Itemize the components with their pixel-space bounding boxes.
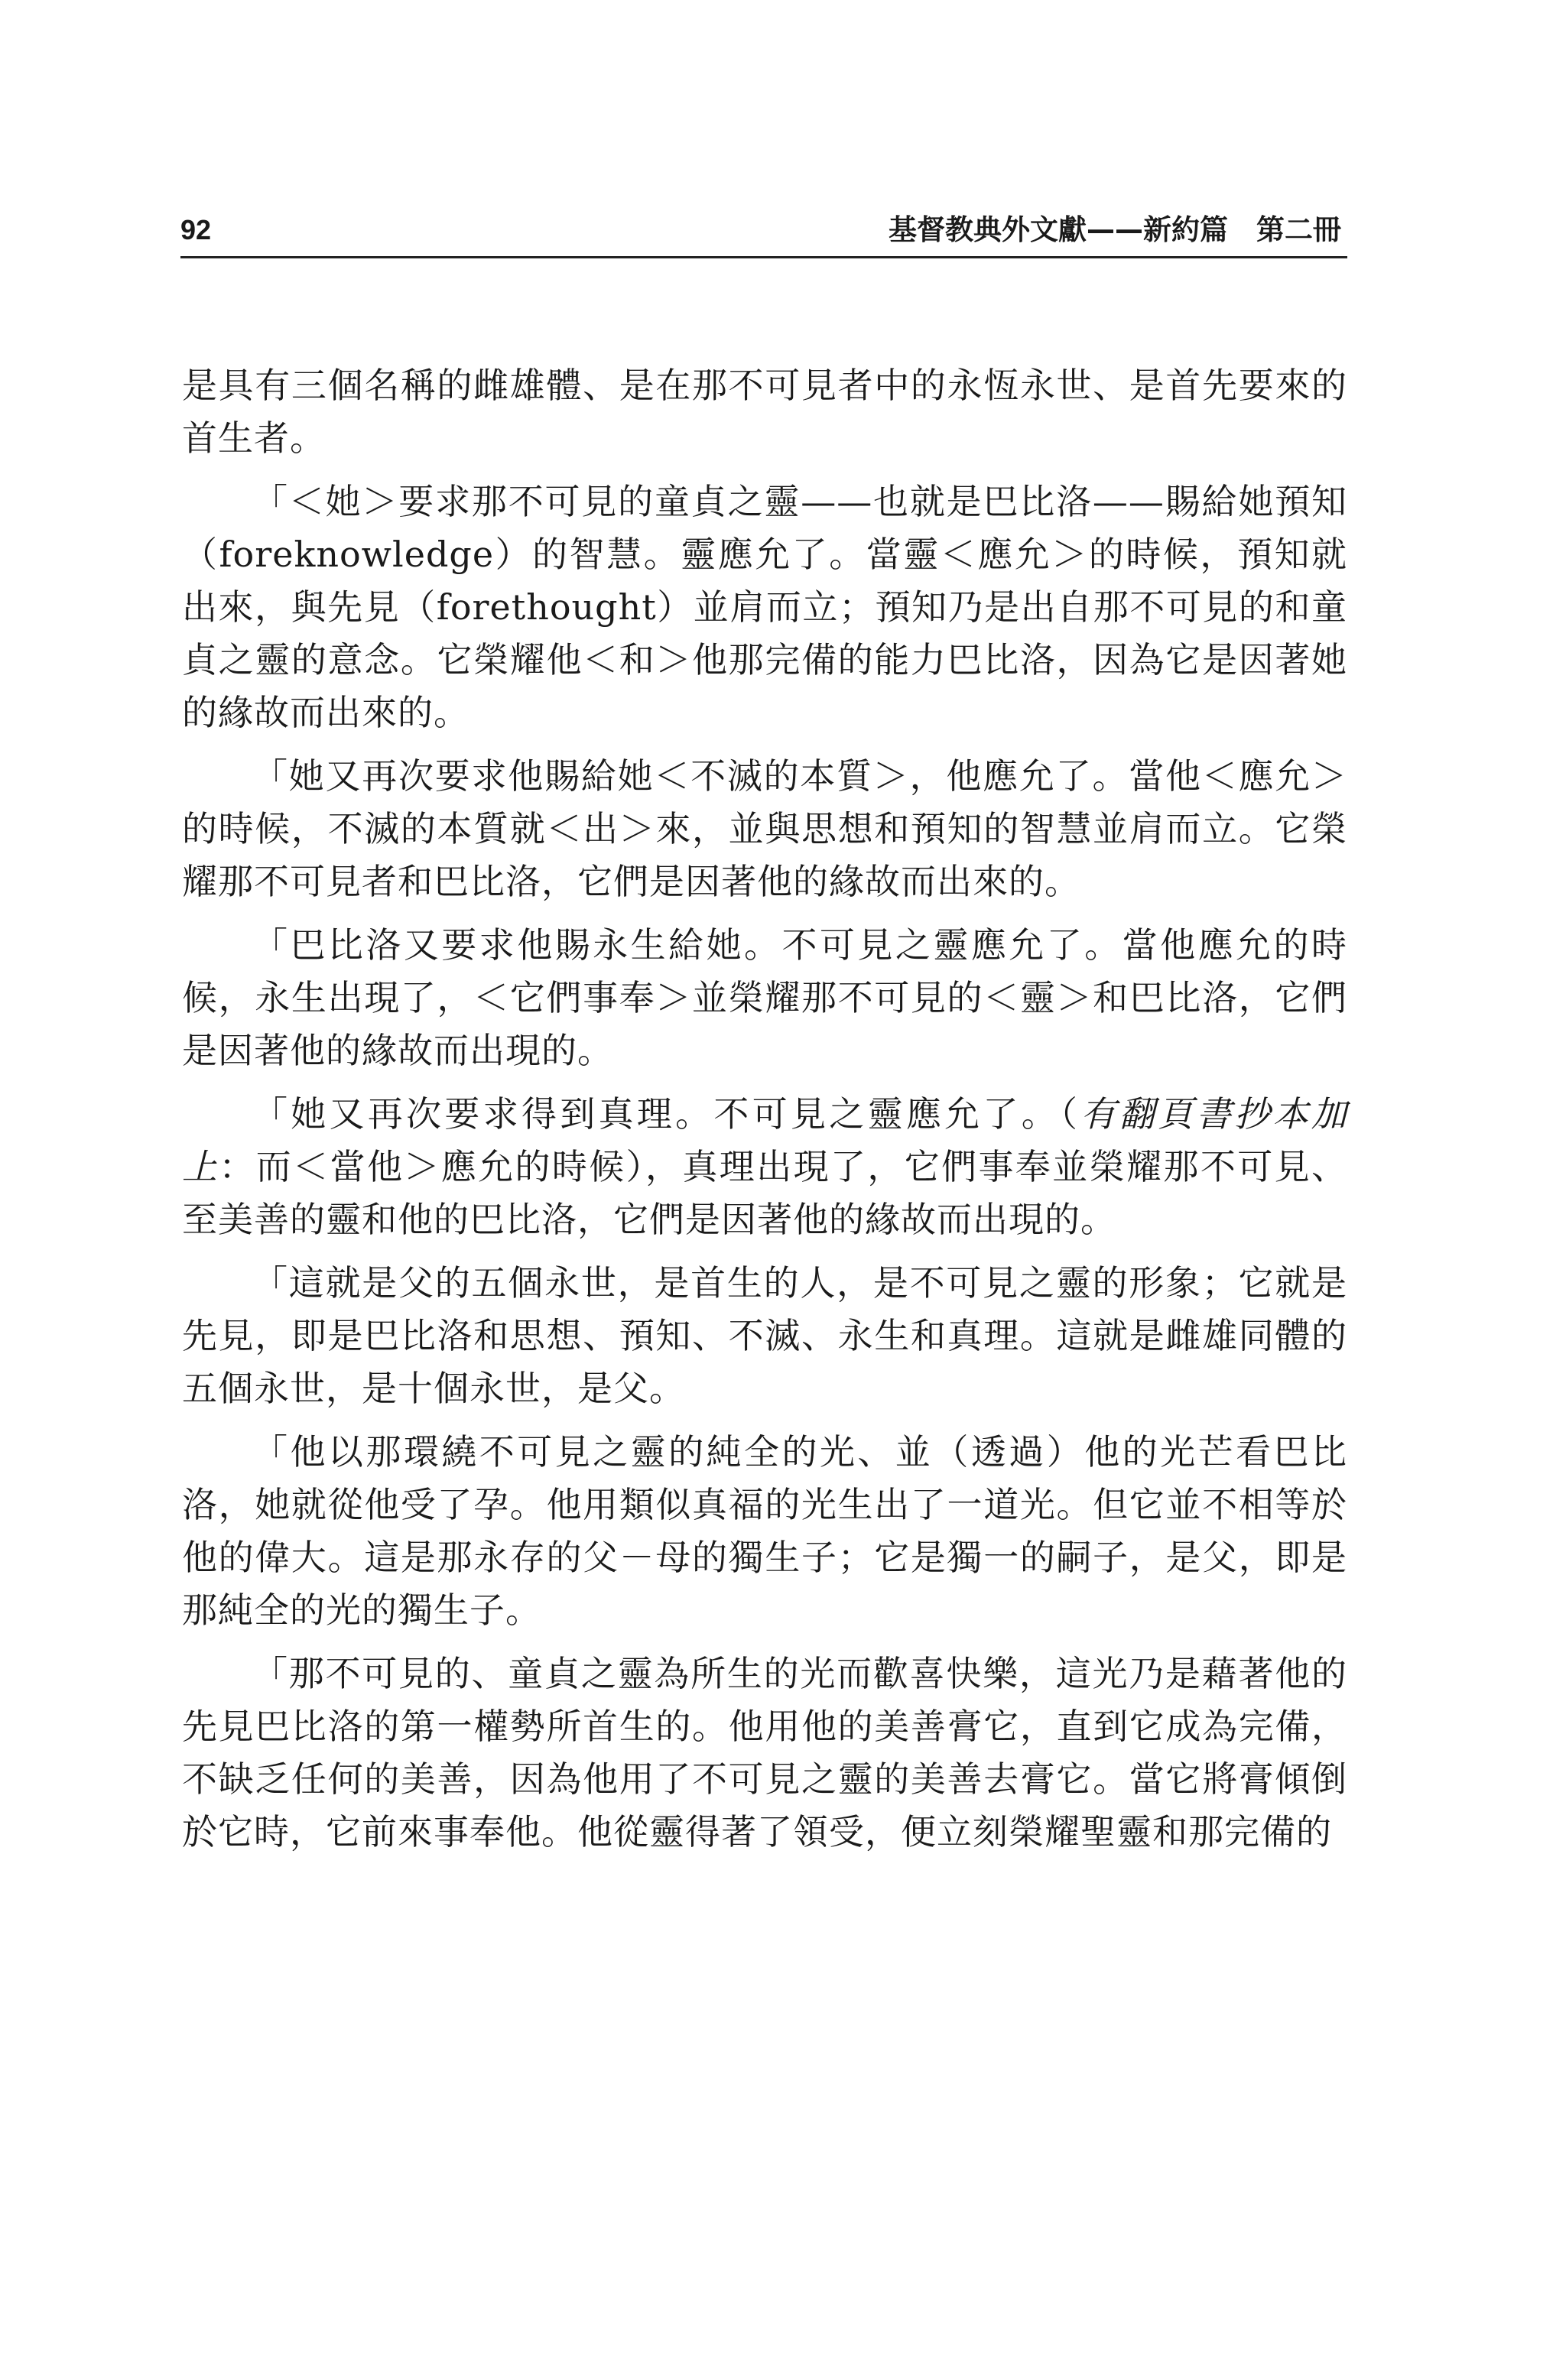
paragraph-truth-text-cont: ：而＜當他＞應允的時候），真理出現了，它們事奉並榮耀那不可見、至美善的靈和他的巴比洛，它們是因著他的緣故而出現的。 bbox=[182, 1146, 1348, 1240]
paragraph-truth bbox=[182, 1088, 1347, 1246]
page-number: 92 bbox=[180, 214, 212, 245]
running-header bbox=[180, 211, 1347, 258]
body-text bbox=[182, 359, 1347, 1859]
paragraph-truth-text: 「她又再次要求得到真理。不可見之靈應允了。（ bbox=[252, 1093, 1081, 1135]
paragraph-eternal-life: 「巴比洛又要求他賜永生給她。不可見之靈應允了。當他應允的時候，永生出現了，＜它們事奉＞並榮耀那不可見的＜靈＞和巴比洛，它們是因著他的緣故而出現的。 bbox=[182, 924, 1347, 1071]
paragraph-five-aeons: 「這就是父的五個永世，是首生的人，是不可見之靈的形象；它就是先見，即是巴比洛和思想、預知、不滅、永生和真理。這就是雌雄同體的五個永世，是十個永世，是父。 bbox=[182, 1262, 1347, 1409]
paragraph-anointing: 「那不可見的、童貞之靈為所生的光而歡喜快樂，這光乃是藉著他的先見巴比洛的第一權勢所首生的。他用他的美善膏它，直到它成為完備，不缺乏任何的美善，因為他用了不可見之靈的美善去膏它。當它將膏傾倒於它時，它前來事奉他。他從靈得著了領受，便立刻榮耀聖靈和那完備的 bbox=[182, 1653, 1347, 1852]
paragraph-incorruptibility: 「她又再次要求他賜給她＜不滅的本質＞，他應允了。當他＜應允＞的時候，不滅的本質就＜出＞來，並與思想和預知的智慧並肩而立。它榮耀那不可見者和巴比洛，它們是因著他的緣故而出來的。 bbox=[182, 755, 1347, 902]
running-title: 基督教典外文獻——新約篇 第二冊 bbox=[889, 213, 1341, 246]
paragraph-continued: 是具有三個名稱的雌雄體、是在那不可見者中的永恆永世、是首先要來的首生者。 bbox=[182, 365, 1347, 459]
paragraph-only-begotten: 「他以那環繞不可見之靈的純全的光、並（透過）他的光芒看巴比洛，她就從他受了孕。他用類似真福的光生出了一道光。但它並不相等於他的偉大。這是那永存的父－母的獨生子；它是獨一的嗣子，是父，即是那純全的光的獨生子。 bbox=[182, 1431, 1347, 1631]
manuscript-note: 有翻頁書抄本加上 bbox=[182, 1093, 1348, 1187]
paragraph-foreknowledge: 「＜她＞要求那不可見的童貞之靈——也就是巴比洛——賜給她預知（foreknowledge）的智慧。靈應允了。當靈＜應允＞的時候，預知就出來，與先見（forethought）並肩而立；預知乃是出自那不可見的和童貞之靈的意念。它榮耀他＜和＞他那完備的能力巴比洛，因為它是因著她的緣故而出來的。 bbox=[182, 481, 1347, 733]
